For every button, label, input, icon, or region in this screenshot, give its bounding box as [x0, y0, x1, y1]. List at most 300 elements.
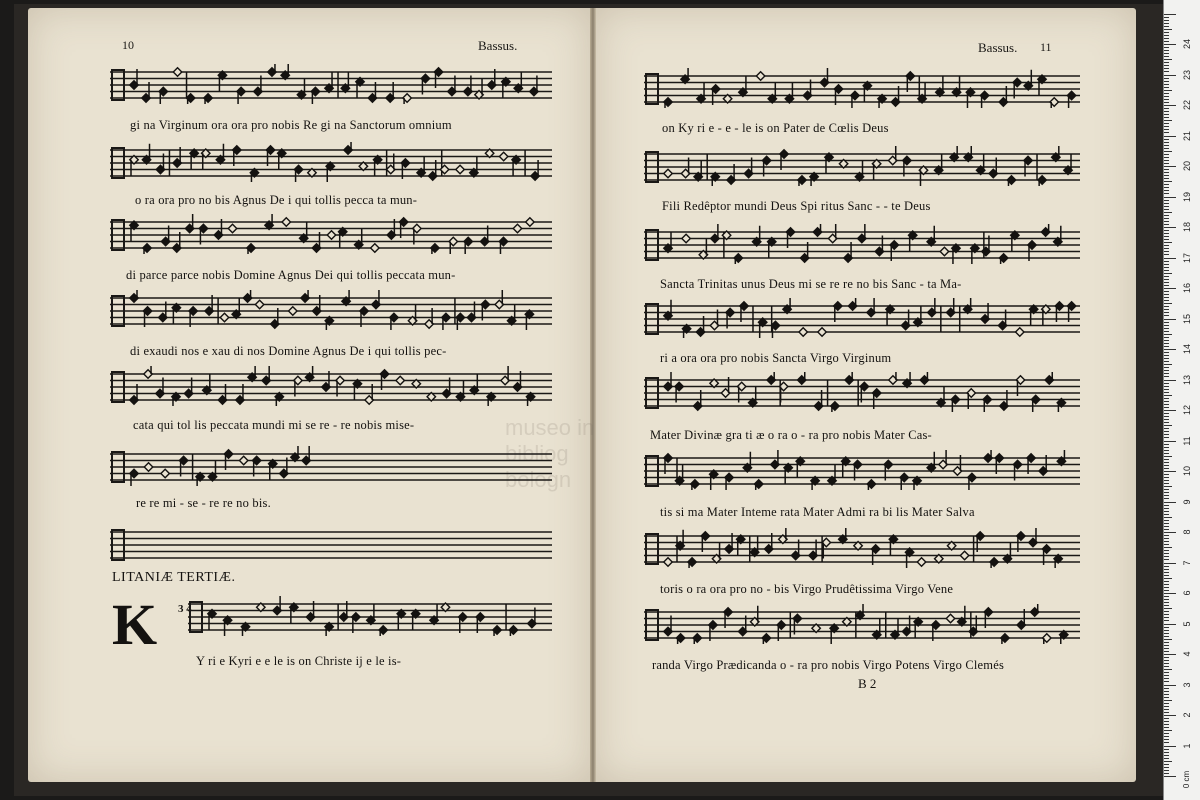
- ruler-tick: [1164, 258, 1176, 259]
- ruler-tick: [1164, 236, 1169, 237]
- ruler-tick: [1164, 596, 1169, 597]
- ruler-tick: [1164, 389, 1169, 390]
- ruler-number: 8: [1182, 529, 1192, 535]
- ruler-tick: [1164, 752, 1169, 753]
- ruler-tick: [1164, 184, 1169, 185]
- ruler-tick: [1164, 746, 1176, 747]
- ruler-tick: [1164, 700, 1172, 701]
- ruler-tick: [1164, 230, 1169, 231]
- ruler-tick: [1164, 322, 1169, 323]
- ruler-tick: [1164, 239, 1169, 240]
- note-head: [220, 313, 228, 321]
- ruler-tick: [1164, 169, 1169, 170]
- ruler-tick: [1164, 358, 1169, 359]
- ruler-tick: [1164, 166, 1176, 167]
- ruler-tick: [1164, 337, 1169, 338]
- ruler-tick: [1164, 398, 1169, 399]
- music-staff: [644, 450, 1080, 490]
- ruler-tick: [1164, 685, 1176, 686]
- note-head: [664, 558, 672, 566]
- ruler-tick: [1164, 404, 1169, 405]
- ruler-tick: [1164, 425, 1172, 426]
- ruler-tick: [1164, 666, 1169, 667]
- ruler-tick: [1164, 81, 1169, 82]
- ruler-tick: [1164, 535, 1169, 536]
- ruler-tick: [1164, 26, 1169, 27]
- ruler-tick: [1164, 691, 1169, 692]
- ruler-tick: [1164, 181, 1172, 182]
- ruler-tick: [1164, 312, 1169, 313]
- ruler-tick: [1164, 68, 1169, 69]
- ruler-tick: [1164, 90, 1172, 91]
- ruler-tick: [1164, 200, 1169, 201]
- ruler-tick: [1164, 233, 1169, 234]
- ruler-tick: [1164, 105, 1176, 106]
- ruler-tick: [1164, 282, 1169, 283]
- ruler-tick: [1164, 172, 1169, 173]
- note-head: [255, 300, 263, 308]
- music-staff: [644, 224, 1080, 264]
- ruler-tick: [1164, 627, 1169, 628]
- ruler-tick: [1164, 727, 1169, 728]
- lyric-line: ri a ora ora pro nobis Sancta Virgo Virginum: [660, 351, 892, 365]
- ruler-tick: [1164, 71, 1169, 72]
- ruler-tick: [1164, 209, 1169, 210]
- ruler-tick: [1164, 526, 1169, 527]
- ruler-tick: [1164, 300, 1169, 301]
- ruler-tick: [1164, 47, 1169, 48]
- ruler-number: 23: [1182, 69, 1192, 80]
- ruler-tick: [1164, 654, 1176, 655]
- ruler-tick: [1164, 431, 1169, 432]
- ruler-tick: [1164, 498, 1169, 499]
- ruler-tick: [1164, 123, 1169, 124]
- ruler-tick: [1164, 267, 1169, 268]
- ruler-tick: [1164, 288, 1176, 289]
- ruler-tick: [1164, 273, 1172, 274]
- section-title: LITANIÆ TERTIÆ.: [112, 570, 236, 585]
- lyric-line: di parce parce nobis Domine Agnus Dei qui tollis peccata mun-: [126, 268, 456, 282]
- ruler-tick: [1164, 413, 1169, 414]
- ruler-tick: [1164, 605, 1169, 606]
- note-head: [682, 234, 690, 242]
- note-head: [526, 218, 534, 226]
- ruler-tick: [1164, 636, 1169, 637]
- ruler-tick: [1164, 410, 1176, 411]
- ruler-tick: [1164, 279, 1169, 280]
- ruler-tick: [1164, 315, 1169, 316]
- ruler-tick: [1164, 648, 1169, 649]
- ruler-tick: [1164, 614, 1169, 615]
- ruler-tick: [1164, 254, 1169, 255]
- ruler-tick: [1164, 20, 1169, 21]
- music-staff: [644, 298, 1080, 338]
- ruler-tick: [1164, 395, 1172, 396]
- note-head: [396, 376, 404, 384]
- ruler-tick: [1164, 309, 1169, 310]
- ruler-number: 14: [1182, 344, 1192, 355]
- music-staff: [644, 604, 1080, 644]
- ruler-tick: [1164, 642, 1169, 643]
- ruler-tick: [1164, 291, 1169, 292]
- ruler-tick: [1164, 663, 1169, 664]
- ruler-tick: [1164, 87, 1169, 88]
- ruler-tick: [1164, 773, 1169, 774]
- ruler-tick: [1164, 581, 1169, 582]
- ruler-tick: [1164, 221, 1169, 222]
- lyric-line: randa Virgo Prædicanda o - ra pro nobis Virgo Potens Virgo Clemés: [652, 658, 1005, 672]
- ruler-tick: [1164, 50, 1169, 51]
- lyric-line: tis si ma Mater Inteme rata Mater Admi ra bi lis Mater Salva: [660, 505, 975, 519]
- ruler-tick: [1164, 502, 1176, 503]
- ruler-tick: [1164, 62, 1169, 63]
- ruler-tick: [1164, 206, 1169, 207]
- ruler-tick: [1164, 197, 1176, 198]
- note-head: [818, 328, 826, 336]
- note-head: [799, 328, 807, 336]
- ruler-tick: [1164, 407, 1169, 408]
- ruler-tick: [1164, 38, 1169, 39]
- ruler-tick: [1164, 157, 1169, 158]
- lyric-line: o ra ora pro no bis Agnus De i qui tollis pecca ta mun-: [135, 193, 418, 207]
- note-head: [1016, 328, 1024, 336]
- ruler-tick: [1164, 566, 1169, 567]
- lyric-line: toris o ra ora pro no - bis Virgo Prudêtissima Virgo Vene: [660, 582, 954, 596]
- ruler-tick: [1164, 355, 1169, 356]
- ruler-tick: [1164, 352, 1169, 353]
- ruler-tick: [1164, 459, 1169, 460]
- ruler-tick: [1164, 126, 1169, 127]
- ruler-tick: [1164, 651, 1169, 652]
- ruler-tick: [1164, 248, 1169, 249]
- ruler-tick: [1164, 712, 1169, 713]
- ruler-tick: [1164, 151, 1172, 152]
- music-staff: [110, 366, 552, 406]
- ruler-tick: [1164, 276, 1169, 277]
- ruler-tick: [1164, 556, 1169, 557]
- ruler-tick: [1164, 681, 1169, 682]
- ruler-tick: [1164, 514, 1169, 515]
- ruler-tick: [1164, 99, 1169, 100]
- ruler-tick: [1164, 261, 1169, 262]
- lyric-line: Y ri e Kyri e e le is on Christe ij e le is-: [196, 654, 402, 668]
- note-head: [371, 244, 379, 252]
- ruler-tick: [1164, 468, 1169, 469]
- ruler-tick: [1164, 139, 1169, 140]
- ruler-tick: [1164, 544, 1169, 545]
- ruler-tick: [1164, 758, 1169, 759]
- ruler-tick: [1164, 190, 1169, 191]
- ruler-tick: [1164, 718, 1169, 719]
- ruler-tick: [1164, 724, 1169, 725]
- note-head: [756, 72, 764, 80]
- lyric-line: di exaudi nos e xau di nos Domine Agnus De i qui tollis pec-: [130, 344, 447, 358]
- ruler-tick: [1164, 520, 1169, 521]
- ruler-tick: [1164, 401, 1169, 402]
- ruler-tick: [1164, 416, 1169, 417]
- empty-staff: [110, 524, 552, 564]
- note-head: [513, 224, 521, 232]
- ruler-tick: [1164, 65, 1169, 66]
- ruler-tick: [1164, 154, 1169, 155]
- ruler-tick: [1164, 669, 1172, 670]
- ruler-tick: [1164, 511, 1169, 512]
- ruler-tick: [1164, 550, 1169, 551]
- ruler-tick: [1164, 93, 1169, 94]
- ruler-tick: [1164, 706, 1169, 707]
- ruler-tick: [1164, 23, 1169, 24]
- left-running-head: Bassus.: [478, 38, 518, 53]
- ruler-tick: [1164, 462, 1169, 463]
- ruler-tick: [1164, 483, 1169, 484]
- ruler-tick: [1164, 163, 1169, 164]
- note-head: [327, 231, 335, 239]
- ruler-tick: [1164, 630, 1169, 631]
- ruler-tick: [1164, 480, 1169, 481]
- ruler-tick: [1164, 587, 1169, 588]
- ruler-tick: [1164, 767, 1169, 768]
- note-head: [161, 469, 169, 477]
- ruler-tick: [1164, 343, 1169, 344]
- ruler-tick: [1164, 563, 1176, 564]
- ruler-tick: [1164, 633, 1169, 634]
- ruler-tick: [1164, 444, 1169, 445]
- ruler-tick: [1164, 505, 1169, 506]
- ruler-tick: [1164, 44, 1176, 45]
- ruler-tick: [1164, 340, 1169, 341]
- ruler-tick: [1164, 270, 1169, 271]
- ruler-tick: [1164, 770, 1169, 771]
- lyric-line: Fili Redêptor mundi Deus Spi ritus Sanc - - te Deus: [662, 199, 931, 213]
- lyric-line: gi na Virginum ora ora pro nobis Re gi na Sanctorum omnium: [130, 118, 452, 132]
- ruler-tick: [1164, 132, 1169, 133]
- music-staff: [644, 372, 1080, 412]
- ruler-tick: [1164, 474, 1169, 475]
- note-head: [289, 307, 297, 315]
- ruler-tick: [1164, 361, 1169, 362]
- ruler-tick: [1164, 697, 1169, 698]
- ruler-tick: [1164, 584, 1169, 585]
- lyric-line: re re mi - se - re re no bis.: [136, 496, 271, 510]
- ruler-tick: [1164, 193, 1169, 194]
- ruler-tick: [1164, 78, 1169, 79]
- ruler-tick: [1164, 264, 1169, 265]
- ruler-unit: 0 cm: [1182, 770, 1192, 789]
- ruler-tick: [1164, 538, 1169, 539]
- ruler-number: 6: [1182, 590, 1192, 596]
- ruler-number: 21: [1182, 130, 1192, 141]
- ruler-tick: [1164, 678, 1169, 679]
- ruler-tick: [1164, 383, 1169, 384]
- ruler-tick: [1164, 447, 1169, 448]
- ruler-number: 1: [1182, 743, 1192, 749]
- ruler-tick: [1164, 541, 1169, 542]
- ruler-tick: [1164, 392, 1169, 393]
- lyric-line: cata qui tol lis peccata mundi mi se re - re nobis mise-: [133, 418, 415, 432]
- ruler-tick: [1164, 145, 1169, 146]
- ruler-tick: [1164, 593, 1176, 594]
- ruler-tick: [1164, 111, 1169, 112]
- ruler-tick: [1164, 694, 1169, 695]
- ruler-tick: [1164, 370, 1169, 371]
- ruler-tick: [1164, 529, 1169, 530]
- ruler-tick: [1164, 471, 1176, 472]
- ruler-tick: [1164, 142, 1169, 143]
- ruler-tick: [1164, 675, 1169, 676]
- ruler-number: 17: [1182, 252, 1192, 263]
- ruler-number: 22: [1182, 100, 1192, 111]
- note-head: [173, 68, 181, 76]
- ruler-tick: [1164, 730, 1172, 731]
- ruler-tick: [1164, 306, 1169, 307]
- ruler-tick: [1164, 319, 1176, 320]
- ruler-tick: [1164, 688, 1169, 689]
- ruler-tick: [1164, 29, 1172, 30]
- ruler-tick: [1164, 569, 1169, 570]
- ruler-tick: [1164, 346, 1169, 347]
- ruler-tick: [1164, 14, 1176, 15]
- ruler-tick: [1164, 559, 1169, 560]
- ruler-tick: [1164, 160, 1169, 161]
- ruler-tick: [1164, 84, 1169, 85]
- ruler-tick: [1164, 117, 1169, 118]
- ruler-tick: [1164, 508, 1169, 509]
- ruler-tick: [1164, 761, 1172, 762]
- ruler-tick: [1164, 380, 1176, 381]
- ruler-tick: [1164, 373, 1169, 374]
- note-head: [664, 169, 672, 177]
- ruler-tick: [1164, 477, 1169, 478]
- note-head: [228, 224, 236, 232]
- ruler-tick: [1164, 624, 1176, 625]
- ruler-tick: [1164, 114, 1169, 115]
- note-head: [456, 165, 464, 173]
- ruler-tick: [1164, 547, 1172, 548]
- ruler-tick: [1164, 224, 1169, 225]
- ruler-tick: [1164, 215, 1169, 216]
- ruler-tick: [1164, 376, 1169, 377]
- ruler-tick: [1164, 32, 1169, 33]
- ruler-tick: [1164, 59, 1172, 60]
- ruler-tick: [1164, 96, 1169, 97]
- ruler-tick: [1164, 437, 1169, 438]
- ruler-tick: [1164, 17, 1169, 18]
- note-head: [940, 247, 948, 255]
- ruler-tick: [1164, 251, 1169, 252]
- ruler-tick: [1164, 136, 1176, 137]
- ruler-tick: [1164, 660, 1169, 661]
- ruler-number: 18: [1182, 222, 1192, 233]
- ruler-tick: [1164, 620, 1169, 621]
- music-staff: [110, 214, 552, 254]
- ruler-tick: [1164, 532, 1176, 533]
- ruler-tick: [1164, 495, 1169, 496]
- ruler-tick: [1164, 325, 1169, 326]
- ruler-tick: [1164, 349, 1176, 350]
- right-page-number: 11: [1040, 40, 1052, 54]
- ruler-tick: [1164, 645, 1169, 646]
- ruler-tick: [1164, 517, 1172, 518]
- ruler-tick: [1164, 245, 1169, 246]
- lyric-line: Sancta Trinitas unus Deus mi se re re no bis Sanc - ta Ma-: [660, 277, 962, 291]
- music-staff: [188, 596, 552, 636]
- ruler-number: 12: [1182, 405, 1192, 416]
- ruler-tick: [1164, 575, 1169, 576]
- ruler-tick: [1164, 639, 1172, 640]
- ruler-number: 10: [1182, 466, 1192, 477]
- ruler-tick: [1164, 721, 1169, 722]
- ruler-number: 7: [1182, 560, 1192, 566]
- ruler-tick: [1164, 749, 1169, 750]
- ruler-number: 2: [1182, 712, 1192, 718]
- ruler-tick: [1164, 709, 1169, 710]
- ruler-tick: [1164, 523, 1169, 524]
- ruler-tick: [1164, 419, 1169, 420]
- ruler-tick: [1164, 703, 1169, 704]
- ruler-tick: [1164, 187, 1169, 188]
- ruler-tick: [1164, 599, 1169, 600]
- ruler-tick: [1164, 75, 1176, 76]
- ruler-tick: [1164, 776, 1176, 777]
- ruler-tick: [1164, 715, 1176, 716]
- ruler-tick: [1164, 386, 1169, 387]
- ruler-tick: [1164, 294, 1169, 295]
- music-staff: [110, 290, 552, 330]
- ruler-tick: [1164, 41, 1169, 42]
- music-staff: [110, 142, 552, 182]
- ruler-tick: [1164, 572, 1169, 573]
- ruler-tick: [1164, 367, 1169, 368]
- ruler-tick: [1164, 56, 1169, 57]
- ruler-number: 3: [1182, 682, 1192, 688]
- ruler-tick: [1164, 328, 1169, 329]
- ruler-number: 13: [1182, 374, 1192, 385]
- ruler-tick: [1164, 617, 1169, 618]
- ruler-tick: [1164, 733, 1169, 734]
- ruler-tick: [1164, 364, 1172, 365]
- ruler-tick: [1164, 108, 1169, 109]
- ruler-tick: [1164, 453, 1169, 454]
- ruler-tick: [1164, 578, 1172, 579]
- ruler-tick: [1164, 148, 1169, 149]
- ruler-tick: [1164, 590, 1169, 591]
- ruler-tick: [1164, 129, 1169, 130]
- ruler-number: 11: [1182, 435, 1192, 446]
- ruler-tick: [1164, 297, 1169, 298]
- ruler-tick: [1164, 53, 1169, 54]
- ruler-tick: [1164, 742, 1169, 743]
- ruler-tick: [1164, 739, 1169, 740]
- note-head: [960, 551, 968, 559]
- ruler-tick: [1164, 120, 1172, 121]
- ruler-tick: [1164, 672, 1169, 673]
- ruler-tick: [1164, 242, 1172, 243]
- ruler-number: 9: [1182, 499, 1192, 505]
- decorative-initial: K: [112, 592, 158, 657]
- watermark-line: bibliog: [505, 441, 569, 466]
- ruler-tick: [1164, 486, 1172, 487]
- ruler-tick: [1164, 428, 1169, 429]
- ruler-tick: [1164, 178, 1169, 179]
- lyric-line: Mater Divinæ gra ti æ o ra o - ra pro nobis Mater Cas-: [650, 428, 932, 442]
- time-signature: 3 4: [178, 603, 192, 615]
- ruler-tick: [1164, 218, 1169, 219]
- ruler-tick: [1164, 764, 1169, 765]
- music-staff: [644, 146, 1080, 186]
- left-page-number: 10: [122, 38, 134, 52]
- lyric-line: on Ky ri e - e - le is on Pater de Cœlis Deus: [662, 121, 889, 135]
- note-head: [917, 558, 925, 566]
